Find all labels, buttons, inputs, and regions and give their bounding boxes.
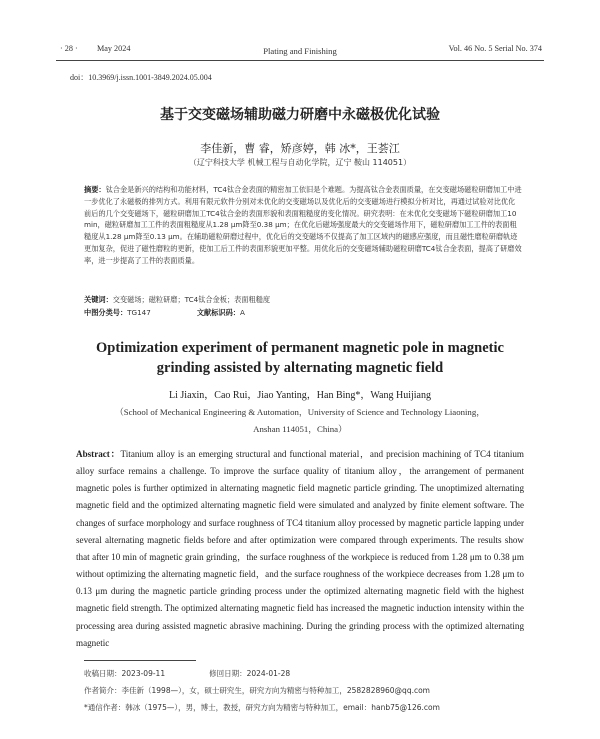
cn-classification <box>84 307 522 319</box>
revised-date: 2024-01-28 <box>246 669 291 678</box>
en-affiliation-line2: Anshan 114051，China） <box>253 424 347 434</box>
footnote-corresponding <box>84 702 440 713</box>
cn-keywords-text: 交变磁场；磁粒研磨；TC4钛合金板；表面粗糙度 <box>112 295 271 304</box>
clc-label: 中图分类号： <box>84 308 128 317</box>
en-authors: Li Jiaxin，Cao Rui，Jiao Yanting，Han Bing*，Wang Huijiang <box>169 390 431 401</box>
cn-abstract-text: 钛合金是新兴的结构和功能材料，TC4钛合金表面的精密加工依旧是个难题。为提高钛合金表面质量，在交变磁场磁粒研磨加工中进一步优化了永磁极的排列方式。利用有限元软件分别对未优化的交变磁场以及优化后的交变磁场进行模拟分析对比，再通过试验对比优化前后的几个交变磁场下，磁粒研磨加工TC4钛合金的表面形貌和表面粗糙度的变化情况。研究表明：在未优化交变磁场下磁粒研磨加工10 min，磁粒研磨加工工件的表面粗糙度从1.28 μm降至0.38 μm；在优化后磁场强度最大的交变磁场作用下，磁粒研磨加工工件的表面粗糙度从1.28 μm降至0.13 μm。在辅助磁粒研磨过程中，优化后的交变磁场不仅提高了加工区域内的磁感应强度，而且磁性磨粒研磨轨迹更加复杂，促进了磁性磨粒的更新，使加工后工件的表面形貌更加平整。用优化后的交变磁场辅助磁粒研磨TC4钛合金表面，提高了研磨效率，进一步提高了工件的表面质量。 <box>84 185 522 265</box>
en-title: Optimization experiment of permanent magnetic pole in magnetic grinding assisted by alternating magnetic field <box>96 340 504 376</box>
author-intro-text: 李佳新（1998—），女，硕士研究生，研究方向为精密与特种加工，2582828960@qq.com <box>121 686 430 695</box>
page-number: · 28 · <box>60 44 78 53</box>
footnote-dates <box>84 668 290 679</box>
volume-info: Vol. 46 No. 5 Serial No. 374 <box>448 44 542 53</box>
doc-code-value: A <box>239 308 245 317</box>
cn-title: 基于交变磁场辅助磁力研磨中永磁极优化试验 <box>160 107 440 123</box>
corresponding-text: 韩冰（1975—），男，博士，教授，研究方向为精密与特种加工，email：hanb75@126.com <box>125 703 440 712</box>
cn-keywords <box>84 294 522 306</box>
received-date: 2023-09-11 <box>121 669 166 678</box>
cn-affiliation: （辽宁科技大学 机械工程与自动化学院，辽宁 鞍山 114051） <box>188 158 412 167</box>
author-intro-label: 作者简介： <box>84 686 122 695</box>
cn-abstract-label: 摘要： <box>84 185 106 194</box>
cn-authors: 李佳新，曹 睿，矫彦婷，韩 冰*，王荟江 <box>200 142 400 155</box>
en-affiliation-line1: （School of Mechanical Engineering & Automation，University of Science and Technology Liaoning， <box>114 407 486 417</box>
en-abstract-text: Titanium alloy is an emerging structural and functional material，and precision machining of TC4 titanium alloy surface remains a challenge. To improve the surface quality of titanium alloy，the arrangement of permanent magnetic poles is further optimized in alternating magnetic field magnetic particle grinding. The unoptimized alternating magnetic field and the optimized alternating magnetic field were simulated and analyzed by finite element software. The changes of surface morphology and surface roughness of TC4 titanium alloy processed by magnetic particle lapping under several alternating magnetic fields before and after optimization were compared through experiments. The results show that after 10 min of magnetic grain grinding，the surface roughness of the workpiece is reduced from 1.28 μm to 0.38 μm without optimizing the alternating magnetic field，and the surface roughness of the workpiece decreases from 1.28 μm to 0.13 μm during the magnetic particle grinding process under the optimized alternating magnetic field with the highest magnetic field strength. The optimized alternating magnetic field has increased the magnetic induction intensity within the processing area during assisted magnetic abrasive machining. During the grinding process with the optimized alternating magnetic <box>76 449 524 648</box>
issue-date: May 2024 <box>97 44 131 53</box>
footnote-rule <box>84 660 196 661</box>
received-label: 收稿日期： <box>84 669 122 678</box>
doi: doi：10.3969/j.issn.1001-3849.2024.05.004 <box>70 73 212 82</box>
header-rule <box>56 60 544 61</box>
cn-abstract <box>84 184 522 267</box>
doc-code-label: 文献标识码： <box>196 308 240 317</box>
cn-keywords-label: 关键词： <box>84 295 113 304</box>
revised-label: 修回日期： <box>209 669 247 678</box>
corresponding-label: *通信作者： <box>84 703 126 712</box>
en-abstract-label: Abstract： <box>76 449 121 459</box>
journal-name: Plating and Finishing <box>263 46 337 56</box>
footnote-author <box>84 685 430 696</box>
en-affiliation <box>80 404 520 438</box>
clc-value: TG147 <box>127 308 151 317</box>
en-abstract <box>76 446 524 652</box>
